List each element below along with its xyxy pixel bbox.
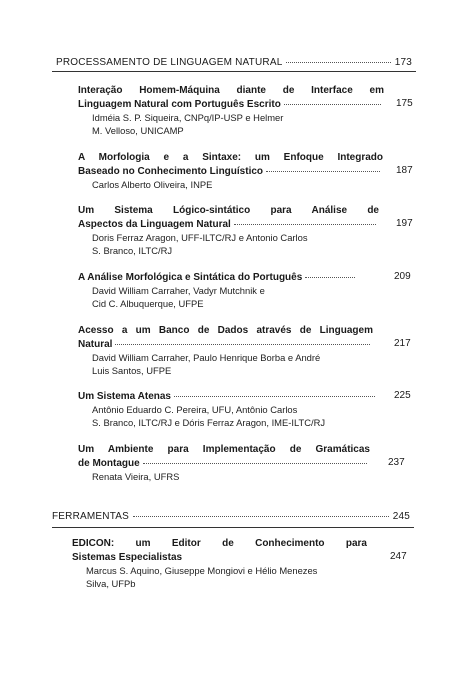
entry-page-number: 197 xyxy=(396,218,413,229)
entry-title-line: Sistemas Especialistas xyxy=(72,552,183,563)
entry-author-line: Silva, UFPb xyxy=(86,577,136,589)
entry-author-line: Luis Santos, UFPE xyxy=(92,364,172,376)
toc-entry xyxy=(72,537,407,590)
leader-dots xyxy=(266,171,380,172)
section-page-number: 173 xyxy=(394,57,412,68)
toc-entry xyxy=(78,84,413,137)
section-title: PROCESSAMENTO DE LINGUAGEM NATURAL xyxy=(56,57,283,68)
entry-title-line: Um Sistema Atenas xyxy=(78,390,378,404)
entry-author-line: David William Carraher, Paulo Henrique Borba e André xyxy=(92,352,321,363)
leader-dots xyxy=(234,224,376,225)
leader-dots xyxy=(305,277,355,278)
entry-author-line: Cid C. Albuquerque, UFPE xyxy=(92,297,204,309)
entry-page-number: 209 xyxy=(394,271,411,282)
toc-entry xyxy=(78,204,413,257)
entry-author-line: Idméia S. P. Siqueira, CNPq/IP-USP e Helmer xyxy=(92,112,284,123)
leader-dots xyxy=(143,463,367,464)
leader-dots xyxy=(115,344,370,345)
entry-title-line: de Montague xyxy=(78,457,370,471)
toc-entry xyxy=(78,390,411,429)
section-header xyxy=(52,511,410,522)
entry-title-line: Acesso a um Banco de Dados através de Linguagem xyxy=(78,325,373,336)
entry-title-line: Baseado no Conhecimento Linguístico xyxy=(78,165,383,179)
entry-author-line: Renata Vieira, UFRS xyxy=(92,471,180,482)
entry-page-number: 247 xyxy=(390,551,407,562)
toc-entry xyxy=(78,271,411,310)
entry-title-line: Um Ambiente para Implementação de Gramáticas xyxy=(78,444,370,455)
entry-author-line: Carlos Alberto Oliveira, INPE xyxy=(92,179,213,190)
toc-entry xyxy=(78,151,413,192)
entry-title-line: Aspectos da Linguagem Natural xyxy=(78,218,379,232)
entry-page-number: 217 xyxy=(394,338,411,349)
entry-title-line: A Análise Morfológica e Sintática do Português xyxy=(78,271,358,285)
entry-title-line: A Morfologia e a Sintaxe: um Enfoque Integrado xyxy=(78,152,383,163)
section-title: FERRAMENTAS xyxy=(52,511,130,522)
entry-author-line: M. Velloso, UNICAMP xyxy=(92,124,184,136)
entry-title-line: Linguagem Natural com Português Escrito xyxy=(78,98,384,112)
leader-dots xyxy=(133,516,389,517)
entry-author-line: S. Branco, ILTC/RJ xyxy=(92,244,173,256)
entry-author-line: Antônio Eduardo C. Pereira, UFU, Antônio Carlos xyxy=(92,404,298,415)
entry-author-line: S. Branco, ILTC/RJ e Dóris Ferraz Aragon, IME-ILTC/RJ xyxy=(92,416,326,428)
toc-entry xyxy=(78,443,405,484)
entry-author-line: Doris Ferraz Aragon, UFF-ILTC/RJ e Antonio Carlos xyxy=(92,232,308,243)
entry-author-line: David William Carraher, Vadyr Mutchnik e xyxy=(92,285,265,296)
entry-title-line: Interação Homem-Máquina diante de Interface em xyxy=(78,85,384,96)
toc-entry xyxy=(78,324,411,377)
entry-page-number: 237 xyxy=(388,457,405,468)
leader-dots xyxy=(284,104,381,105)
entry-title-line: EDICON: um Editor de Conhecimento para xyxy=(72,538,367,549)
section-underline xyxy=(52,71,416,72)
entry-page-number: 175 xyxy=(396,98,413,109)
entry-title-line: Natural xyxy=(78,338,373,352)
section-page-number: 245 xyxy=(392,511,410,522)
entry-page-number: 187 xyxy=(396,165,413,176)
section-header xyxy=(56,57,412,68)
leader-dots xyxy=(174,396,375,397)
entry-page-number: 225 xyxy=(394,390,411,401)
leader-dots xyxy=(286,62,390,63)
entry-author-line: Marcus S. Aquino, Giuseppe Mongiovi e Hélio Menezes xyxy=(86,565,318,576)
entry-title-line: Um Sistema Lógico-sintático para Análise de xyxy=(78,205,379,216)
section-underline xyxy=(52,527,414,528)
